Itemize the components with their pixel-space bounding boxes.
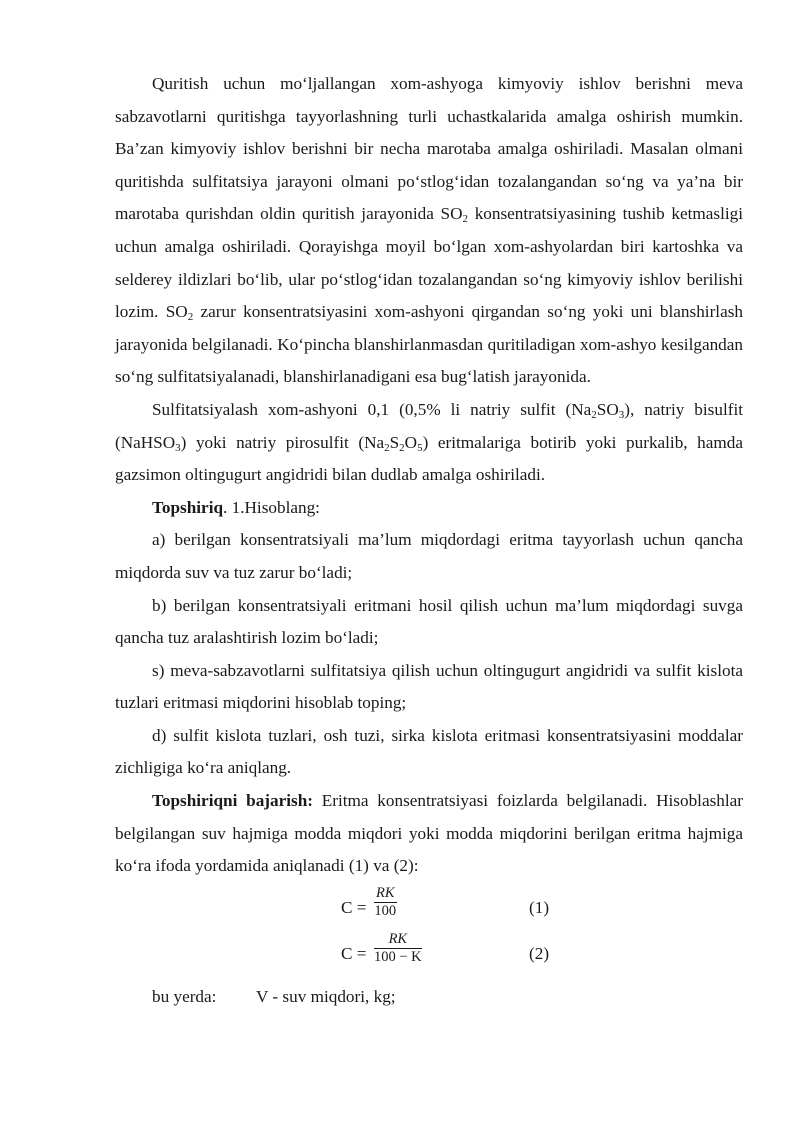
legend-label: bu yerda: (152, 986, 217, 1006)
formula-numerator: RK (374, 931, 422, 949)
formula-2 (115, 930, 743, 973)
formula-number: (1) (529, 897, 550, 917)
formula-lhs: C = (341, 943, 367, 963)
formula-denominator: 100 (374, 902, 397, 919)
task-item-a: a) berilgan konsentratsiyali ma’lum miqdordagi eritma tayyorlash uchun qancha miqdorda suv va tuz zarur bo‘ladi; (115, 530, 743, 582)
paragraph-sulfitation-methods: Sulfitatsiyalash xom-ashyoni 0,1 (0,5% li natriy sulfit $(Na_2SO_3)$, natriy bisulfit (NaHSO$_3$) yoki natriy pirosulfit $(Na_2S_2O_5)$ eritmalariga botirib yoki purkalib, hamda gazsimon oltingugurt angidridi bilan dudlab amalga oshiriladi. (115, 399, 743, 485)
legend-text: V - suv miqdori, kg; (256, 986, 396, 1006)
formula-number: (2) (529, 943, 550, 963)
formula-numerator: RK (376, 884, 395, 901)
formula-fraction (374, 931, 422, 966)
task-item-b: b) berilgan konsentratsiyali eritmani hosil qilish uchun ma’lum miqdordagi suvga qancha tuz aralashtirish lozim bo‘ladi; (115, 595, 743, 648)
paragraph-sulfitation-intro: Quritish uchun mo‘ljallangan xom-ashyoga kimyoviy ishlov berishni meva sabzavotlarni quritishga tayyorlashning turli uchastkalarida amalga oshirish mumkin. Ba’zan kimyoviy ishlov berishni bir necha marotaba amalga oshiriladi. Masalan olmani quritishda sulfitatsiya jarayoni olmani po‘stlog‘idan tozalangandan so‘ng va ya’na bir marotaba qurishdan oldin quritish jarayonida $SO_2$ konsentratsiyasining tushib ketmasligi uchun amalga oshiriladi. Qorayishga moyil bo‘lgan xom-ashyolardan biri kartoshka va selderey ildizlari bo‘lib, ular po‘stlog‘idan tozalangandan so‘ng kimyoviy ishlov berilishi lozim. $SO_2$ zarur konsentratsiyasini xom-ashyoni qirgandan so‘ng yoki uni blanshirlash jarayonida belgilanadi. Ko‘pincha blanshirlanmasdan quritiladigan xom-ashyo kesilgandan so‘ng sulfitatsiyalanadi, blanshirlanadigani esa bug‘latish jarayonida. (115, 74, 743, 387)
formula-lhs: C = (341, 897, 367, 917)
formula-1 (115, 884, 743, 927)
task-heading: Topshiriq. 1.Hisoblang: (152, 497, 320, 517)
formula-denominator: 100 − K (374, 948, 422, 965)
task-item-d: d) sulfit kislota tuzlari, osh tuzi, sirka kislota eritmasi konsentratsiyasini moddalar zichligiga ko‘ra aniqlang. (115, 725, 743, 778)
task-label: Topshiriq (152, 497, 224, 517)
solution-label: Topshiriqni bajarish: (152, 791, 313, 811)
variable-legend (115, 981, 743, 1014)
formula-fraction (374, 885, 397, 920)
document-page (115, 68, 743, 1013)
task-item-s: s) meva-sabzavotlarni sulfitatsiya qilish uchun oltingugurt angidridi va sulfit kislota tuzlari eritmasi miqdorini hisoblab toping; (115, 660, 743, 713)
solution-paragraph: Topshiriqni bajarish: Eritma konsentratsiyasi foizlarda belgilanadi. Hisoblashlar belgilangan suv hajmiga modda miqdori yoki modda miqdorini berilgan eritma hajmiga ko‘ra ifoda yordamida aniqlanadi (1) va (2): (115, 791, 744, 876)
